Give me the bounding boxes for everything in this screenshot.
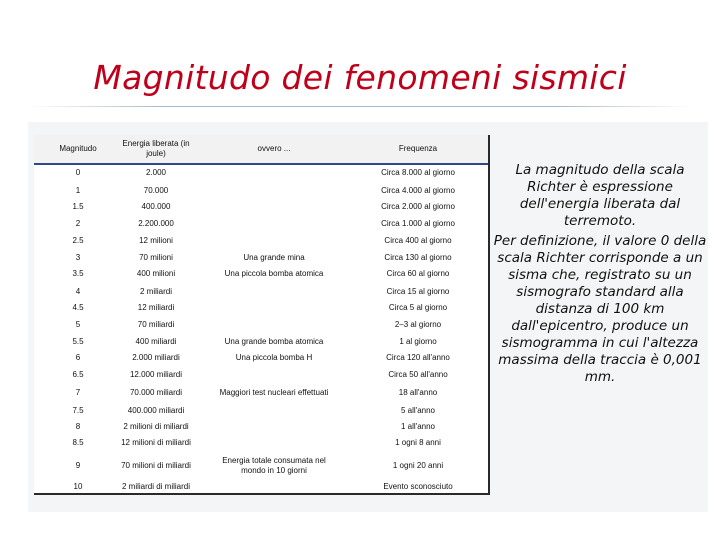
- table-row: [34, 403, 488, 419]
- header-ovvero: ovvero ...: [257, 144, 291, 153]
- cell-energia: 70 milioni di miliardi: [121, 461, 191, 470]
- cell-frequenza: Circa 2.000 al giorno: [381, 202, 455, 211]
- table-row: [34, 250, 488, 266]
- table-row: [34, 435, 488, 451]
- cell-energia: 12 milioni di miliardi: [121, 438, 191, 447]
- cell-energia: 70.000: [143, 186, 169, 195]
- cell-magnitudo: 2.5: [72, 236, 84, 245]
- cell-magnitudo: 3: [75, 253, 81, 262]
- header-frequenza: Frequenza: [398, 144, 438, 153]
- cell-magnitudo: 8: [75, 422, 81, 431]
- title-divider: [28, 106, 692, 107]
- seismic-magnitude-table: [34, 135, 490, 495]
- cell-energia: 400.000 miliardi: [127, 406, 185, 415]
- table-row: [34, 317, 488, 333]
- table-row: [34, 455, 488, 477]
- table-row: [34, 367, 488, 383]
- cell-magnitudo: 9: [75, 461, 81, 470]
- table-row: [34, 350, 488, 366]
- cell-energia: 70.000 miliardi: [129, 388, 183, 397]
- cell-energia: 400.000: [141, 202, 171, 211]
- cell-energia: 2 miliardi di miliardi: [121, 482, 190, 491]
- definition-paragraph: Per definizione, il valore 0 della scala Richter corrisponde a un sisma che, registrato su un sismografo standard alla distanza di 100 km dall'epicentro, produce un sismogramma in cui l'altezza massima della traccia è 0,001 mm.: [493, 233, 707, 385]
- cell-frequenza: Circa 60 al giorno: [386, 269, 450, 278]
- cell-magnitudo: 1.5: [72, 202, 84, 211]
- cell-energia: 2 milioni di miliardi: [123, 422, 189, 431]
- header-energia: Energia liberata (in joule): [122, 139, 190, 158]
- cell-ovvero: Una grande bomba atomica: [224, 337, 324, 346]
- cell-energia: 70 milioni: [139, 253, 173, 262]
- cell-energia: 2.000 miliardi: [132, 353, 180, 362]
- cell-energia: 12.000 miliardi: [129, 370, 183, 379]
- cell-magnitudo: 6.5: [72, 370, 84, 379]
- cell-energia: 400 milioni: [136, 269, 176, 278]
- cell-ovvero: Una grande mina: [243, 253, 305, 262]
- cell-frequenza: Circa 8.000 al giorno: [381, 168, 455, 177]
- cell-magnitudo: 6: [75, 353, 81, 362]
- cell-frequenza: Circa 130 al giorno: [384, 253, 452, 262]
- table-row: [34, 284, 488, 300]
- table-row: [34, 199, 488, 215]
- cell-ovvero: Una piccola bomba atomica: [224, 269, 324, 278]
- cell-magnitudo: 5: [75, 320, 81, 329]
- cell-frequenza: Circa 4.000 al giorno: [381, 186, 455, 195]
- cell-magnitudo: 0: [75, 168, 81, 177]
- cell-ovvero: Una piccola bomba H: [235, 353, 313, 362]
- table-row: [34, 334, 488, 350]
- cell-energia: 12 miliardi: [137, 303, 175, 312]
- slide-title: Magnitudo dei fenomeni sismici: [93, 58, 627, 97]
- cell-magnitudo: 1: [75, 186, 81, 195]
- cell-frequenza: 1 all'anno: [401, 422, 435, 431]
- table-row: [34, 385, 488, 401]
- cell-frequenza: 5 all'anno: [401, 406, 435, 415]
- cell-frequenza: Circa 5 al giorno: [388, 303, 448, 312]
- cell-energia: 2 miliardi: [139, 287, 172, 296]
- cell-frequenza: Circa 400 al giorno: [384, 236, 452, 245]
- cell-magnitudo: 5.5: [72, 337, 84, 346]
- cell-energia: 70 miliardi: [137, 320, 175, 329]
- cell-ovvero: Energia totale consumata nel mondo in 10 giorni: [222, 456, 326, 475]
- table-row: [34, 479, 488, 495]
- cell-frequenza: Circa 50 all'anno: [388, 370, 448, 379]
- cell-magnitudo: 7: [75, 388, 81, 397]
- cell-frequenza: Circa 1.000 al giorno: [381, 219, 455, 228]
- table-header-row: [34, 135, 488, 165]
- cell-frequenza: 18 all'anno: [398, 388, 438, 397]
- table-row: [34, 165, 488, 181]
- table-row: [34, 300, 488, 316]
- cell-energia: 12 milioni: [139, 236, 173, 245]
- cell-energia: 2.200.000: [138, 219, 174, 228]
- table-row: [34, 266, 488, 282]
- cell-ovvero: Maggiori test nucleari effettuati: [219, 388, 329, 397]
- cell-frequenza: 1 ogni 20 anni: [392, 461, 444, 470]
- cell-magnitudo: 4.5: [72, 303, 84, 312]
- cell-frequenza: 1 al giorno: [399, 337, 437, 346]
- table-row: [34, 419, 488, 435]
- table-row: [34, 216, 488, 232]
- cell-energia: 2.000: [145, 168, 167, 177]
- cell-frequenza: Evento sconosciuto: [383, 482, 453, 491]
- intro-paragraph: La magnitudo della scala Richter è espressione dell'energia liberata dal terremoto.: [515, 162, 685, 229]
- cell-frequenza: 1 ogni 8 anni: [395, 438, 441, 447]
- cell-energia: 400 miliardi: [135, 337, 177, 346]
- cell-frequenza: Circa 120 all'anno: [386, 353, 450, 362]
- table-row: [34, 183, 488, 199]
- cell-magnitudo: 3.5: [72, 269, 84, 278]
- cell-frequenza: 2–3 al giorno: [394, 320, 442, 329]
- cell-magnitudo: 2: [75, 219, 81, 228]
- cell-magnitudo: 7.5: [72, 406, 84, 415]
- cell-magnitudo: 4: [75, 287, 81, 296]
- cell-frequenza: Circa 15 al giorno: [386, 287, 450, 296]
- header-magnitudo: Magnitudo: [59, 144, 97, 153]
- cell-magnitudo: 8.5: [72, 438, 84, 447]
- table-row: [34, 233, 488, 249]
- cell-magnitudo: 10: [73, 482, 83, 491]
